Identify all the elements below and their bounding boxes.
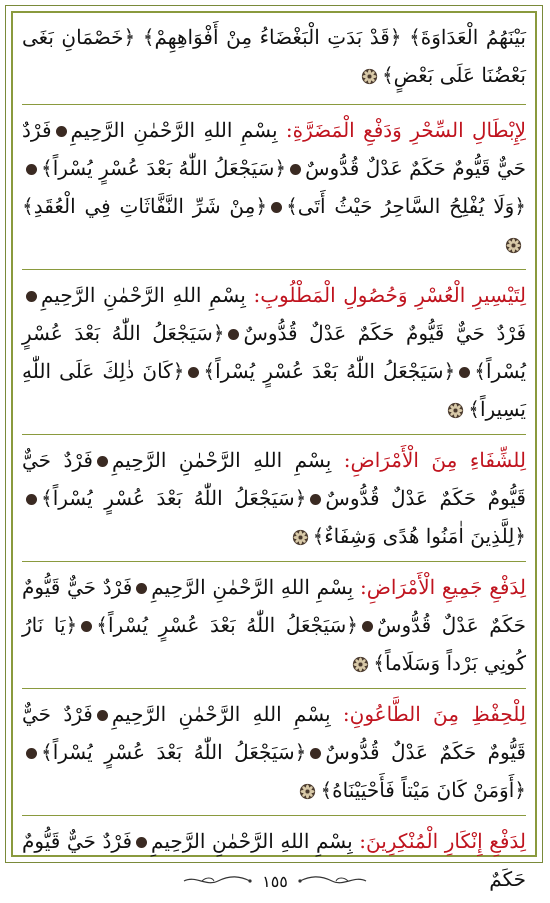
section-divider xyxy=(22,434,526,435)
section-text: فَرْدٌ حَيٌّ قَيُّومٌ حَكَمٌ عَدْلٌ قُدُّوسٌ xyxy=(243,321,526,345)
section-text: بَيْنَهُمُ الْعَدَاوَةَ﴾ ﴿قَدْ بَدَتِ الْبَغْضَاءُ مِنْ أَفْوَاهِهِمْ﴾ ﴿خَصْمَانِ بَغَى بَعْضُنَا عَلَى بَعْضٍ﴾ xyxy=(22,25,526,87)
page-number: ١٥٥ xyxy=(262,871,288,891)
dot-bullet-icon xyxy=(97,710,108,721)
rosette-icon xyxy=(352,656,369,673)
dot-bullet-icon xyxy=(290,164,301,175)
section-text: ﴿سَيَجْعَلُ اللّٰهُ بَعْدَ عُسْرٍ يُسْراً﴾ xyxy=(41,740,307,764)
flourish-icon xyxy=(298,874,368,888)
section-text: فَرْدٌ حَيٌّ قَيُّومٌ حَكَمٌ xyxy=(22,829,526,891)
rosette-icon xyxy=(447,402,464,419)
section-divider xyxy=(22,104,526,105)
section-text: ﴿أَوَمَنْ كَانَ مَيْتاً فَأَحْيَيْنَاهُ﴾ xyxy=(320,778,526,802)
section-text: ﴿مِنْ شَرِّ النَّفَّاثَاتِ فِي الْعُقَدِ﴾ xyxy=(22,194,268,218)
rosette-icon xyxy=(505,237,522,254)
section-heading: لِدَفْعِ جَمِيعِ الْأَمْرَاضِ: xyxy=(360,575,526,599)
section-text: بِسْمِ اللهِ الرَّحْمٰنِ الرَّحِيمِ xyxy=(151,829,360,853)
text-section xyxy=(20,695,528,809)
dot-bullet-icon xyxy=(97,456,108,467)
text-section xyxy=(20,18,528,98)
dot-bullet-icon xyxy=(310,748,321,759)
section-divider xyxy=(22,561,526,562)
section-divider xyxy=(22,269,526,270)
section-text: ﴿وَلَا يُفْلِحُ السَّاحِرُ حَيْثُ أَتَى﴾ xyxy=(286,194,526,218)
section-text: ﴿سَيَجْعَلُ اللّٰهُ بَعْدَ عُسْرٍ يُسْراً﴾ xyxy=(96,613,359,637)
section-divider xyxy=(22,688,526,689)
section-text: فَرْدٌ حَيٌّ قَيُّومٌ حَكَمٌ عَدْلٌ قُدُّوسٌ xyxy=(22,702,526,764)
page-footer xyxy=(0,866,550,896)
dot-bullet-icon xyxy=(136,583,147,594)
flourish-icon xyxy=(182,874,252,888)
section-text: بِسْمِ اللهِ الرَّحْمٰنِ الرَّحِيمِ xyxy=(111,702,343,726)
dot-bullet-icon xyxy=(228,329,239,340)
dot-bullet-icon xyxy=(310,494,321,505)
section-text: ﴿سَيَجْعَلُ اللّٰهُ بَعْدَ عُسْرٍ يُسْراً﴾ xyxy=(22,321,526,383)
rosette-icon xyxy=(299,783,316,800)
dot-bullet-icon xyxy=(188,367,199,378)
section-text: ﴿سَيَجْعَلُ اللّٰهُ بَعْدَ عُسْرٍ يُسْراً﴾ xyxy=(203,359,456,383)
dot-bullet-icon xyxy=(81,621,92,632)
section-text: فَرْدٌ حَيٌّ قَيُّومٌ حَكَمٌ عَدْلٌ قُدُّوسٌ xyxy=(22,448,526,510)
section-text: ﴿سَيَجْعَلُ اللّٰهُ بَعْدَ عُسْرٍ يُسْراً﴾ xyxy=(41,156,287,180)
section-divider xyxy=(22,815,526,816)
section-heading: لِتَيْسِيرِ الْعُسْرِ وَحُصُولِ الْمَطْلُوبِ: xyxy=(253,283,526,307)
rosette-icon xyxy=(292,529,309,546)
section-text: بِسْمِ اللهِ الرَّحْمٰنِ الرَّحِيمِ xyxy=(41,283,254,307)
section-text: بِسْمِ اللهِ الرَّحْمٰنِ الرَّحِيمِ xyxy=(70,118,286,142)
rosette-icon xyxy=(361,68,378,85)
dot-bullet-icon xyxy=(271,202,282,213)
section-heading: لِإِبْطَالِ السِّحْرِ وَدَفْعِ الْمَضَرَّةِ: xyxy=(285,118,527,142)
section-text: بِسْمِ اللهِ الرَّحْمٰنِ الرَّحِيمِ xyxy=(112,448,344,472)
section-heading: لِلْحِفْظِ مِنَ الطَّاعُونِ: xyxy=(342,702,526,726)
section-text: ﴿كَانَ ذٰلِكَ عَلَى اللّٰهِ يَسِيراً﴾ xyxy=(22,359,526,421)
dot-bullet-icon xyxy=(26,494,37,505)
text-section xyxy=(20,276,528,428)
section-text: ﴿سَيَجْعَلُ اللّٰهُ بَعْدَ عُسْرٍ يُسْراً﴾ xyxy=(41,486,307,510)
section-text: فَرْدٌ حَيٌّ قَيُّومٌ حَكَمٌ عَدْلٌ قُدُّوسٌ xyxy=(22,118,526,180)
dot-bullet-icon xyxy=(362,621,373,632)
text-section xyxy=(20,111,528,263)
section-text: ﴿لِلَّذِينَ اٰمَنُوا هُدًى وَشِفَاءٌ﴾ xyxy=(312,524,526,548)
text-section xyxy=(20,441,528,555)
dot-bullet-icon xyxy=(26,164,37,175)
section-text: ﴿يَا نَارُ كُونِي بَرْداً وَسَلَاماً﴾ xyxy=(22,613,526,675)
section-text: بِسْمِ اللهِ الرَّحْمٰنِ الرَّحِيمِ xyxy=(151,575,360,599)
dot-bullet-icon xyxy=(56,126,67,137)
dot-bullet-icon xyxy=(459,367,470,378)
section-text: فَرْدٌ حَيٌّ قَيُّومٌ حَكَمٌ عَدْلٌ قُدُّوسٌ xyxy=(22,575,526,637)
text-section xyxy=(20,568,528,682)
dot-bullet-icon xyxy=(26,291,37,302)
dot-bullet-icon xyxy=(136,837,147,848)
section-heading: لِدَفْعِ إِنْكَارِ الْمُنْكِرِينَ: xyxy=(359,829,527,853)
dot-bullet-icon xyxy=(26,748,37,759)
section-heading: لِلشِّفَاءِ مِنَ الْأَمْرَاضِ: xyxy=(343,448,526,472)
